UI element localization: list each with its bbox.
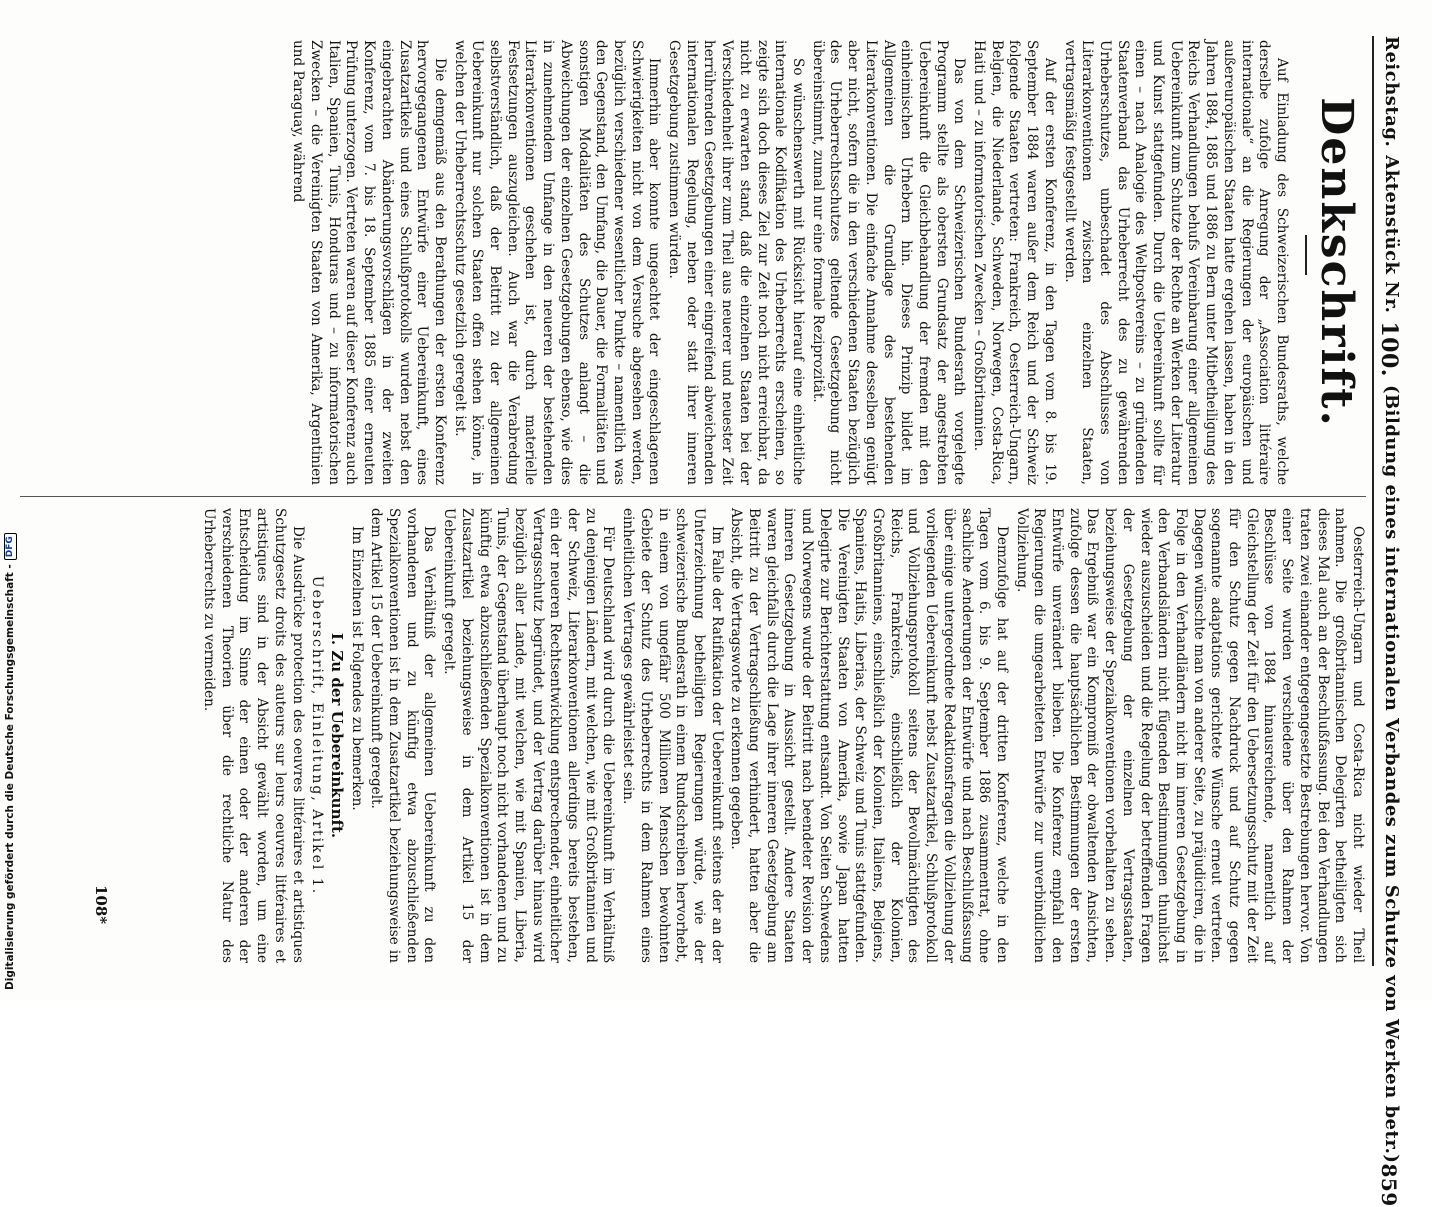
left-column (20, 40, 1290, 485)
digitization-notice: Digitalisierung gefördert durch die Deutsche Forschungsgemeinschaft - (4, 564, 16, 990)
title-rule (1305, 235, 1307, 275)
left-paragraph: Immerhin aber konnte ungeachtet der eingeschlagenen Schwierigkeiten nicht von dem Versuche abgesehen werden, bezüglich verschiedener wesentlicher Punkte – namentlich was den Gegenstand, den Umfang, die Dauer, die Formalitäten und sonstigen Modalitäten des Schutzes anlangt – die Abweichungen der einzelnen Gesetzgebungen ebenso, wie dies in zunehmendem Umfange in den neueren der bestehenden Literarkonventionen geschehen ist, durch materielle Festsetzungen auszugleichen. Auch war die Verabredung selbstverständlich, daß der Beitritt zu der allgemeinen Uebereinkunft nur solchen Staaten offen stehen könne, in welchen der Urheberrechtsschutz gesetzlich geregelt ist. (451, 40, 663, 485)
header-number: 100. (1376, 321, 1402, 377)
column-divider (20, 496, 1366, 497)
folio-number: 108* (92, 885, 110, 925)
left-paragraph: Das von dem Schweizerischen Bundesrath vorgelegte Programm stellte als obersten Grundsatz der angestrebten Uebereinkunft die Gleichbehandlung der fremden mit den einheimischen Urhebern hin. Dieses Prinzip bildet im Allgemeinen die Grundlage des bestehenden Literarkonventionen. Die einfache Annahme desselben genügt aber nicht, sofern die in den verschiedenen Staaten bezüglich des Urheberrechtsschutzes geltende Gesetzgebung nicht übereinstimmt, zumal nur eine formale Reziprozität. (809, 40, 968, 485)
section-subheading: Ueberschrift, Einleitung, Artikel 1. (309, 575, 326, 896)
running-header (1372, 36, 1404, 1207)
dfg-logo-text: DFG (4, 536, 15, 558)
right-paragraph: Im Einzelnen ist Folgendes zu bemerken. (348, 526, 365, 811)
left-paragraph: Die demgemäß aus den Berathungen der ersten Konferenz hervorgegangenen Entwürfe einer Uebereinkunft, eines Zusatzartikels und eines Schlußprotokolls wurden nebst den eingebrachten Abänderungsvorschlägen in der zweiten Konferenz, vom 7. bis 18. September 1885 einer erneuten Prüfung unterzogen. Vertreten waren auf dieser Konferenz auch Italien, Spanien, Tunis, Honduras und – zu informatorischen Zwecken – die Vereinigten Staaten von Amerika, Argentinien und Paraguay, während (290, 40, 448, 485)
section-heading: I. Zu der Uebereinkunft. (327, 632, 346, 839)
right-paragraph: Im Falle der Ratifikation der Uebereinkunft seitens der an der Unterzeichnung betheiligten Regierungen würde, wie der schweizerische Bundesrath in einem Rundschreiben hervorhebt, in einem von ungefähr 500 Millionen Menschen bewohnten Gebiete der Schutz des Urheberrechts in dem Rahmen eines einheitlichen Vertrages gewährleistet sein. (620, 508, 725, 963)
right-paragraph: Demzufolge hat auf der dritten Konferenz, welche in den Tagen vom 6. bis 9. September 1886 zusammentrat, ohne sachliche Aenderungen der Entwürfe und nach Beschlußfassung über einige untergeordnete Redaktionsfragen die Vollziehung der vorliegenden Uebereinkunft nebst Zusatzartikel, Schlußprotokoll und Vollziehungsprotokoll seitens der Bevollmächtigten des Reichs, Frankreichs, einschließlich der Kolonien, Großbritanniens, einschließlich der Kolonien, Italiens, Belgiens, Spaniens, Haitis, Liberias, der Schweiz und Tunis stattgefunden. Die Vereinigten Staaten von Amerika, sowie Japan hatten Delegirte zur Berichterstattung entsandt. Von Seiten Schwedens und Norwegens wurde der Beitritt nach beendeter Revision der inneren Gesetzgebung in Aussicht gestellt. Andere Staaten waren gleichfalls durch die Lage ihrer inneren Gesetzgebung am Beitritt zu der Vertragschließung verhindert, hatten aber die Absicht, die Vertragsworte zu erkennen gegeben. (728, 508, 1010, 963)
right-column (201, 508, 1366, 963)
right-paragraph: Für Deutschland wird durch die Uebereinkunft im Verhältniß zu denjenigen Ländern, mit welchen, wie mit Großbritannien und der Schweiz, Literarkonventionen allerdings bereits bestehen, ein der neueren Rechtsentwicklung entsprechender, einheitlicher Vertragsschutz begründet, und der Vertrag darüber hinaus wird bezüglich aller Lande, mit welchen, wie mit Spanien, Liberia, Tunis, der Gegenstand überhaupt noch nicht vorhandenen und zu künftig etwa abzuschließenden Spezialkonventionen ist in dem Zusatzartikel beziehungsweise in dem Artikel 15 der Uebereinkunft geregelt. (441, 508, 617, 963)
left-paragraph: Auf der ersten Konferenz, in den Tagen vom 8. bis 19. September 1884 waren außer dem Reich und der Schweiz folgende Staaten vertreten: Frankreich, Oesterreich-Ungarn, Belgien, die Niederlande, Schweden, Norwegen, Costa-Rica, Haiti und – zu informatorischen Zwecken – Großbritannien. (971, 40, 1058, 485)
header-page-number: 859 (1377, 1163, 1401, 1207)
section-paragraph: Die Ausdrücke protection des oeuvres littéraires et artistiques Schutzgesetz droits des auteurs sur leurs oeuvres littéraires et artistiques sind in der Absicht gewählt worden, um eine Entscheidung im Sinne der einen oder der anderen der verschiedenen Theorien über die rechtliche Natur des Urheberrechts zu vermeiden. (201, 508, 306, 963)
digitization-footer (2, 0, 18, 1000)
dfg-logo[interactable] (4, 533, 17, 560)
document-title: Denkschrift. (1311, 97, 1362, 428)
left-paragraph: So wünschenswerth mit Rücksicht hierauf eine einheitliche internationale Kodifikation des Urheberrechts erscheinen, so zeigte sich doch dieses Ziel zur Zeit noch nicht erreichbar, da nicht zu erwarten stand, daß die einzelnen Staaten bei der Verschiedenheit ihrer zum Theil aus neuerer und neuester Zeit herrührenden Gesetzgebungen einer eingreifend abweichenden internationalen Regelung, neben oder statt ihrer inneren Gesetzgebung zustimmen würden. (666, 40, 807, 485)
document-page (10, 0, 1410, 1207)
left-paragraph: Auf Einladung des Schweizerischen Bundesraths, welche derselbe zufolge Anregung der „Association littéraire internationale“ an die Regierungen der europäischen und außereuropäischen Staaten hatte ergehen lassen, haben in den Jahren 1884, 1885 und 1886 zu Bern unter Mitbetheiligung des Reichs Verhandlungen behufs Vereinbarung einer allgemeinen Uebereinkunft zum Schutze der Rechte an Werken der Literatur und Kunst stattgefunden. Durch die Uebereinkunft sollte für einen – nach Analogie des Weltpostvereins – zu gründenden Staatenverband das Urheberrecht des zu gewährenden Urheberschutzes, unbeschadet des Abschlusses von Literarkonventionen zwischen einzelnen Staaten, vertragsmäßig festgestellt werden. (1061, 40, 1290, 485)
right-paragraph: Das Verhältniß der allgemeinen Uebereinkunft zu den vorhandenen und zu künftig etwa abzuschließenden Spezialkonventionen ist in dem Zusatzartikel beziehungsweise in dem Artikel 15 der Uebereinkunft geregelt. (368, 508, 438, 963)
header-subject: (Bildung eines internationalen Verbandes zum Schutze von Werken betr.) (1381, 384, 1402, 1164)
header-document: Aktenstück Nr. (1381, 155, 1402, 314)
header-parliament: Reichstag. (1381, 36, 1402, 148)
right-paragraph: Oesterreich-Ungarn und Costa-Rica nicht wieder Theil nahmen. Die großbritannischen Delegirten betheiligten sich dieses Mal auch an der Beschlußfassung. Bei den Verhandlungen traten zwei einander entgegengesetzte Bestrebungen hervor. Von einer Seite wurden verschiedene über den Rahmen der Beschlüsse von 1884 hinausreichende, namentlich auf Gleichstellung der Zeit für den Uebersetzungsschutz mit der Zeit für den Schutz gegen Nachdruck und auf Schutz gegen sogenannte adaptations gerichtete Wünsche erneut vertreten. Dagegen wünschte man von anderer Seite, zu präjudiciren, die in Folge in den Verhandländern nicht im inneren Gesetzgebung in den Verbandsländern nicht fügenden Bestimmungen thunlichst wieder auszuscheiden und die Regelung der betreffenden Fragen der Gesetzgebung der einzelnen Vertragsstaaten, beziehungsweise der Spezialkonventionen vorbehalten zu sehen. Das Ergebniß war ein Kompromiß der obwaltenden Ansichten, zufolge dessen die hauptsächlichen Bestimmungen der ersten Entwürfe unverändert blieben. Die Konferenz empfahl den Regierungen die umgearbeiteten Entwürfe zur unverbindlichen Vollziehung. (1013, 508, 1366, 963)
